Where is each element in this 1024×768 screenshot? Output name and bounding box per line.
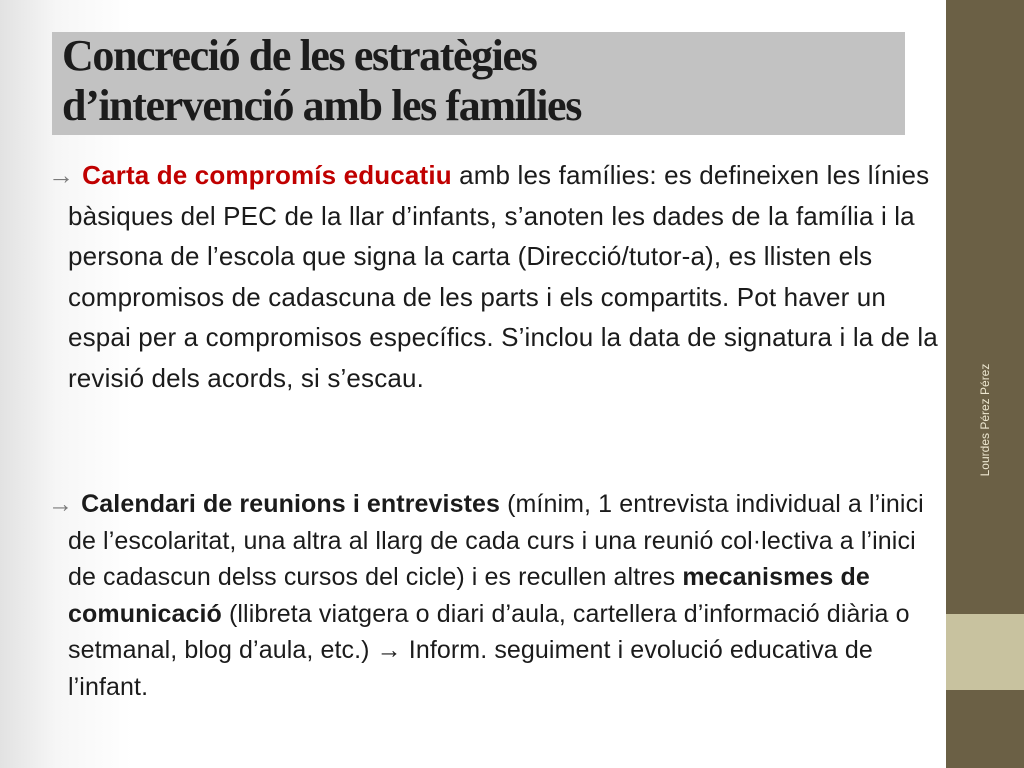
right-arrow-icon: → xyxy=(48,490,74,518)
mecanismes-bold: mecanismes de comunicació xyxy=(68,563,870,628)
carta-highlight: Carta de compromís educatiu xyxy=(82,160,452,190)
calendari-text-3: Inform. seguiment i evolució educativa de l’infant. xyxy=(68,636,873,701)
title-line-2: d’intervenció amb les famílies xyxy=(62,81,581,130)
author-label: Lourdes Pérez Pérez xyxy=(978,363,992,477)
carta-text: amb les famílies: es defineixen les línies bàsiques del PEC de la llar d’infants, s’anoten les dades de la família i la persona de l’escola que signa la carta (Direcció/tutor-a), es llisten els compromisos de cadascuna de les parts i els compartits. Pot haver un espai per a compromisos específics. S’inclou la data de signatura i la de la revisió dels acords, si s’escau. xyxy=(68,160,938,393)
calendari-text-2: (llibreta viatgera o diari d’aula, cartellera d’informació diària o setmanal, blog d’aula, etc.) xyxy=(68,599,910,664)
right-arrow-icon: → xyxy=(48,160,75,190)
calendari-bold: Calendari de reunions i entrevistes xyxy=(81,490,501,518)
title-line-1: Concreció de les estratègies xyxy=(62,31,537,80)
calendari-text-1: (mínim, 1 entrevista individual a l’inici de l’escolaritat, una altra al llarg de cada curs i una reunió col·lectiva a l’inici de cadascun delss cursos del cicle) i es recullen altres xyxy=(68,490,924,591)
bullet-paragraph-carta xyxy=(48,155,938,398)
slide-title xyxy=(62,31,932,131)
inline-arrow-icon: → xyxy=(376,636,402,664)
bullet-paragraph-calendari xyxy=(48,486,948,705)
sidebar-accent-block xyxy=(946,614,1024,690)
